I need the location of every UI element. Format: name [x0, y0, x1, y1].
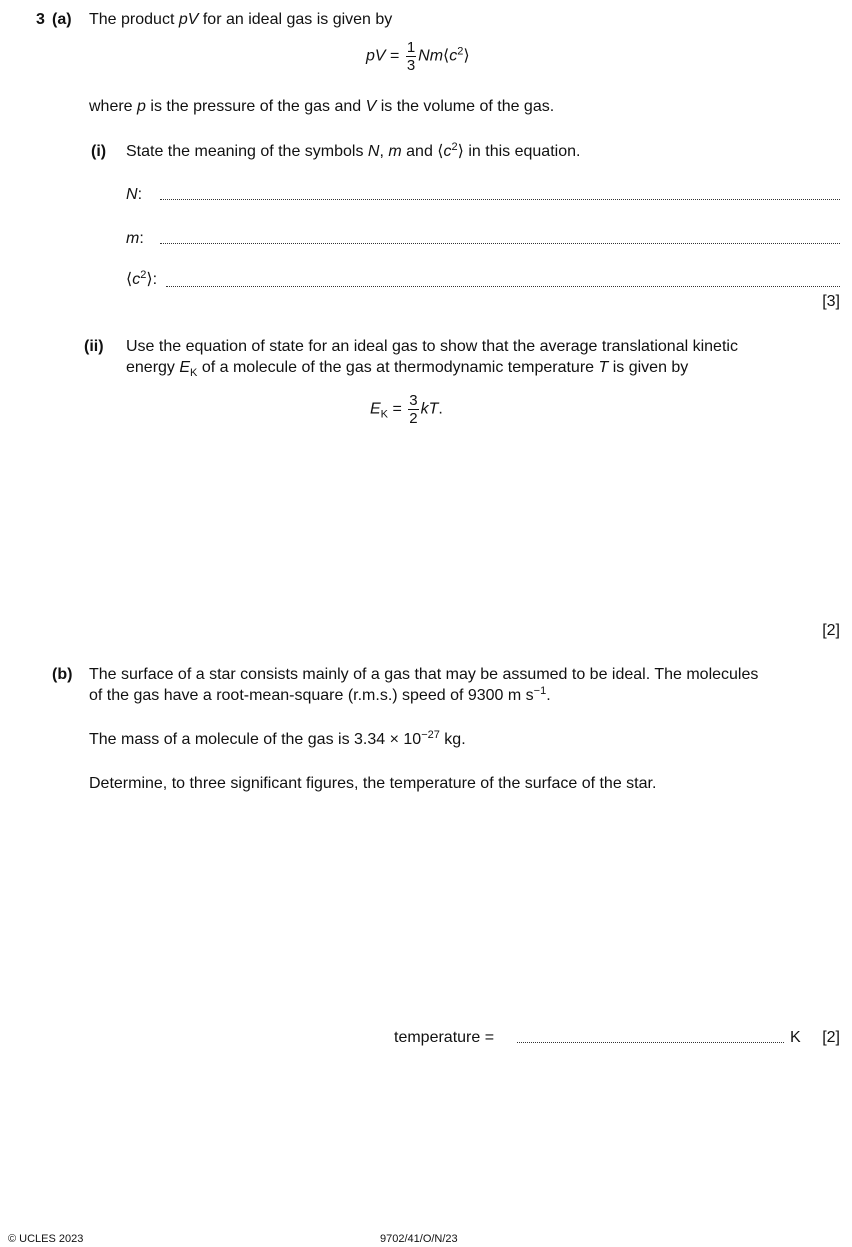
equation-pv: pV = $\frac{1}{3}$ $Nm⟨c^2⟩$ — [366, 39, 470, 74]
part-b-line1: The surface of a star consists mainly of a gas that may be assumed to be ideal. The molecules — [89, 666, 759, 683]
part-a-intro: The product pV for an ideal gas is given by — [89, 11, 393, 28]
fraction-one-third: $\frac{1}{3}$ — [406, 39, 416, 74]
sub-part-ii-line1: Use the equation of state for an ideal gas to show that the average translational kinetic — [126, 338, 738, 355]
answer-label-n: N: — [126, 186, 143, 203]
answer-line-c2[interactable] — [166, 286, 840, 287]
answer-label-c2: $⟨c^2⟩$: — [126, 269, 158, 288]
footer-paper-code: 9702/41/O/N/23 — [380, 1233, 458, 1245]
sub-part-ii-label: (ii) — [84, 338, 104, 355]
fraction-three-halves: $\frac{3}{2}$ — [409, 392, 418, 427]
where-text: where p is the pressure of the gas and V is the volume of the gas. — [89, 98, 555, 115]
part-a-label: (a) — [52, 11, 72, 28]
sub-part-ii-line2: energy $E_K$ of a molecule of the gas at thermodynamic temperature T is given by — [126, 359, 689, 379]
part-b-line2: of the gas have a root-mean-square (r.m.s.) speed of 9300 m $s^{-1}$. — [89, 685, 551, 704]
question-number: 3 — [36, 11, 45, 28]
footer-copyright: © UCLES 2023 — [8, 1233, 84, 1245]
marks-b: [2] — [822, 1029, 840, 1046]
sub-part-i-label: (i) — [91, 143, 107, 160]
working-area-b[interactable] — [89, 810, 829, 1010]
answer-line-temperature[interactable] — [517, 1042, 784, 1043]
marks-ii: [2] — [822, 622, 840, 639]
answer-line-n[interactable] — [160, 199, 840, 200]
answer-label-temperature: temperature = — [394, 1029, 495, 1046]
equation-ek: $E_K$ = $\frac{3}{2}$ kT. — [370, 392, 443, 427]
answer-line-m[interactable] — [160, 243, 840, 244]
part-b-task: Determine, to three significant figures, the temperature of the surface of the star. — [89, 775, 657, 792]
sub-part-i-text: State the meaning of the symbols N, m and $⟨c^2⟩$ in this equation. — [126, 141, 581, 160]
part-b-mass: The mass of a molecule of the gas is $3.34 \times 10^{-27}$ kg. — [89, 729, 466, 748]
marks-i: [3] — [822, 293, 840, 310]
answer-unit: K — [790, 1029, 801, 1046]
answer-label-m: m: — [126, 230, 144, 247]
working-area-ii[interactable] — [126, 440, 826, 610]
part-b-label: (b) — [52, 666, 73, 683]
